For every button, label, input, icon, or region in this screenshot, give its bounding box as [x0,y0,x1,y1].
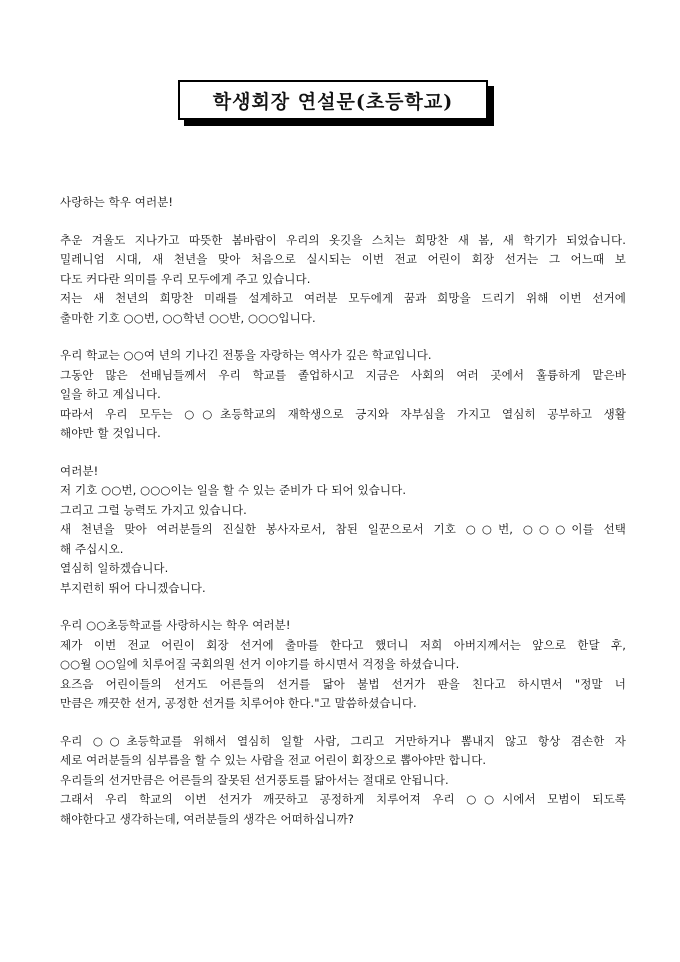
speech-body [60,193,626,847]
speech-line: 요즈음 어린이들의 선거도 어른들의 선거를 닮아 불법 선거가 판을 친다고 하시면서 "정말 너 [60,676,626,691]
page-title: 학생회장 연설문(초등학교) [212,90,454,113]
speech-line: 여러분! [60,463,99,478]
speech-paragraph [60,346,626,444]
title-box [178,80,488,120]
speech-line: 사랑하는 학우 여러분! [60,195,174,209]
speech-line: 우리 학교는 ○○여 년의 기나긴 전통을 자랑하는 역사가 깊은 학교입니다. [60,348,432,362]
speech-line: ○○월 ○○일에 치루어질 국회의원 선거 이야기를 하시면서 걱정을 하셨습니다. [60,657,460,671]
speech-paragraph [60,231,626,329]
speech-line: 만큼은 깨끗한 선거, 공정한 선거를 치루어야 한다."고 말씀하셨습니다. [60,696,417,710]
speech-line: 그리고 그럴 능력도 가지고 있습니다. [60,502,247,517]
speech-paragraph [60,616,626,714]
speech-line: 우리들의 선거만큼은 어른들의 잘못된 선거풍토를 닮아서는 절대로 안됩니다. [60,772,449,787]
speech-paragraph [60,193,626,213]
speech-line: 우리 ○○초등학교를 위해서 열심히 일할 사람, 그리고 거만하거나 뽐내지 않고 항상 겸손한 자 [60,733,626,748]
speech-line: 다도 커다란 의미를 우리 모두에게 주고 있습니다. [60,271,311,286]
speech-line: 해야한다고 생각하는데, 여러분들의 생각은 어떠하십니까? [60,811,354,826]
speech-line: 일을 하고 계십니다. [60,387,161,401]
speech-line: 열심히 일하겠습니다. [60,561,169,575]
speech-line: 출마한 기호 ○○번, ○○학년 ○○반, ○○○입니다. [60,310,316,325]
speech-line: 우리 ○○초등학교를 사랑하시는 학우 여러분! [60,618,291,632]
speech-line: 저 기호 ○○번, ○○○이는 일을 할 수 있는 준비가 다 되어 있습니다. [60,483,407,497]
speech-line: 부지런히 뛰어 다니겠습니다. [60,580,206,595]
speech-line: 해 주십시오. [60,541,124,556]
speech-line: 제가 이번 전교 어린이 회장 선거에 출마를 한다고 했더니 저희 아버지께서는 앞으로 한달 후, [60,637,626,652]
speech-line: 세로 여러분들의 심부름을 할 수 있는 사람을 전교 어린이 회장으로 뽑아야만 합니다. [60,753,487,767]
speech-paragraph [60,462,626,599]
speech-line: 저는 새 천년의 희망찬 미래를 설계하고 여러분 모두에게 꿈과 희망을 드리기 위해 이번 선거에 [60,291,626,305]
speech-line: 추운 겨울도 지나가고 따뜻한 봄바람이 우리의 옷깃을 스치는 희망찬 새 봄, 새 학기가 되었습니다. [60,232,626,247]
title-frame [178,80,488,120]
speech-line: 그동안 많은 선배님들께서 우리 학교를 졸업하시고 지금은 사회의 여러 곳에서 훌륭하게 맡은바 [60,367,626,382]
speech-line: 그래서 우리 학교의 이번 선거가 깨끗하고 공정하게 치루어져 우리 ○○시에서 모범이 되도록 [60,792,626,806]
speech-line: 밀레니엄 시대, 새 천년을 맞아 처음으로 실시되는 이번 전교 어린이 회장 선거는 그 어느때 보 [60,252,626,266]
speech-line: 해야만 할 것입니다. [60,426,161,440]
speech-line: 새 천년을 맞아 여러분들의 진실한 봉사자로서, 참된 일꾼으로서 기호 ○○번, ○○○이를 선택 [60,522,626,536]
speech-line: 따라서 우리 모두는 ○○초등학교의 재학생으로 긍지와 자부심을 가지고 열심히 공부하고 생활 [60,406,626,421]
speech-paragraph [60,732,626,830]
